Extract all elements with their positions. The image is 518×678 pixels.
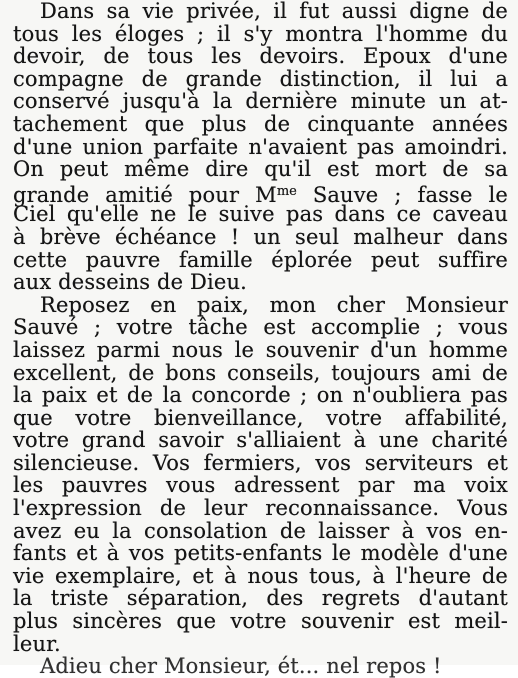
text-line: silencieuse. Vos fermiers, vos serviteurs et bbox=[13, 450, 508, 475]
text-line: vie exemplaire, et à nous tous, à l'heure de bbox=[13, 563, 508, 588]
text-line: Reposez en paix, mon cher Monsieur bbox=[40, 292, 508, 317]
text-line: avez eu la consolation de laisser à vos en- bbox=[13, 518, 508, 543]
text-line bbox=[13, 181, 508, 207]
text-line: tachement que plus de cinquante années bbox=[13, 111, 508, 136]
text-line: Dans sa vie privée, il fut aussi digne de bbox=[40, 0, 508, 23]
text-run: Sauve ; fasse le bbox=[296, 182, 508, 207]
text-line: leur. bbox=[13, 631, 61, 656]
text-line: Sauvé ; votre tâche est accomplie ; vous bbox=[13, 315, 508, 340]
text-line: On peut même dire qu'il est mort de sa bbox=[13, 157, 508, 182]
text-line: à brève échéance ! un seul malheur dans bbox=[13, 224, 508, 249]
text-line: devoir, de tous les devoirs. Epoux d'une bbox=[13, 44, 508, 69]
text-line: laissez parmi nous le souvenir d'un homme bbox=[13, 337, 508, 362]
text-line: compagne de grande distinction, il lui a bbox=[13, 66, 508, 91]
text-line: la triste séparation, des regrets d'autant bbox=[13, 586, 508, 611]
text-line: que votre bienveillance, votre affabilité, bbox=[13, 405, 508, 430]
text-line: d'une union parfaite n'avaient pas amoindri. bbox=[13, 134, 508, 159]
text-line: la paix et de la concorde ; on n'oubliera pas bbox=[13, 383, 508, 408]
text-line: Ciel qu'elle ne le suive pas dans ce caveau bbox=[13, 202, 508, 227]
text-line: l'expression de leur reconnaissance. Vous bbox=[13, 496, 508, 521]
text-line: cette pauvre famille éplorée peut suffire bbox=[13, 247, 508, 272]
text-line: fants et à vos petits-enfants le modèle d'une bbox=[13, 541, 508, 566]
text-line: les pauvres vous adressent par ma voix bbox=[13, 473, 508, 498]
text-line: plus sincères que votre souvenir est meil- bbox=[13, 609, 508, 634]
text-line: votre grand savoir s'alliaient à une charité bbox=[13, 428, 508, 453]
text-run: grande amitié pour M bbox=[13, 182, 277, 207]
superscript-abbreviation: me bbox=[276, 183, 297, 199]
text-line: tous les éloges ; il s'y montra l'homme du bbox=[13, 21, 508, 46]
text-line-cut-off: Adieu cher Monsieur, ét... nel repos ! bbox=[40, 654, 442, 678]
text-line: conservé jusqu'à la dernière minute un at- bbox=[13, 89, 508, 114]
text-line: aux desseins de Dieu. bbox=[13, 270, 247, 295]
text-line: excellent, de bons conseils, toujours ami de bbox=[13, 360, 508, 385]
